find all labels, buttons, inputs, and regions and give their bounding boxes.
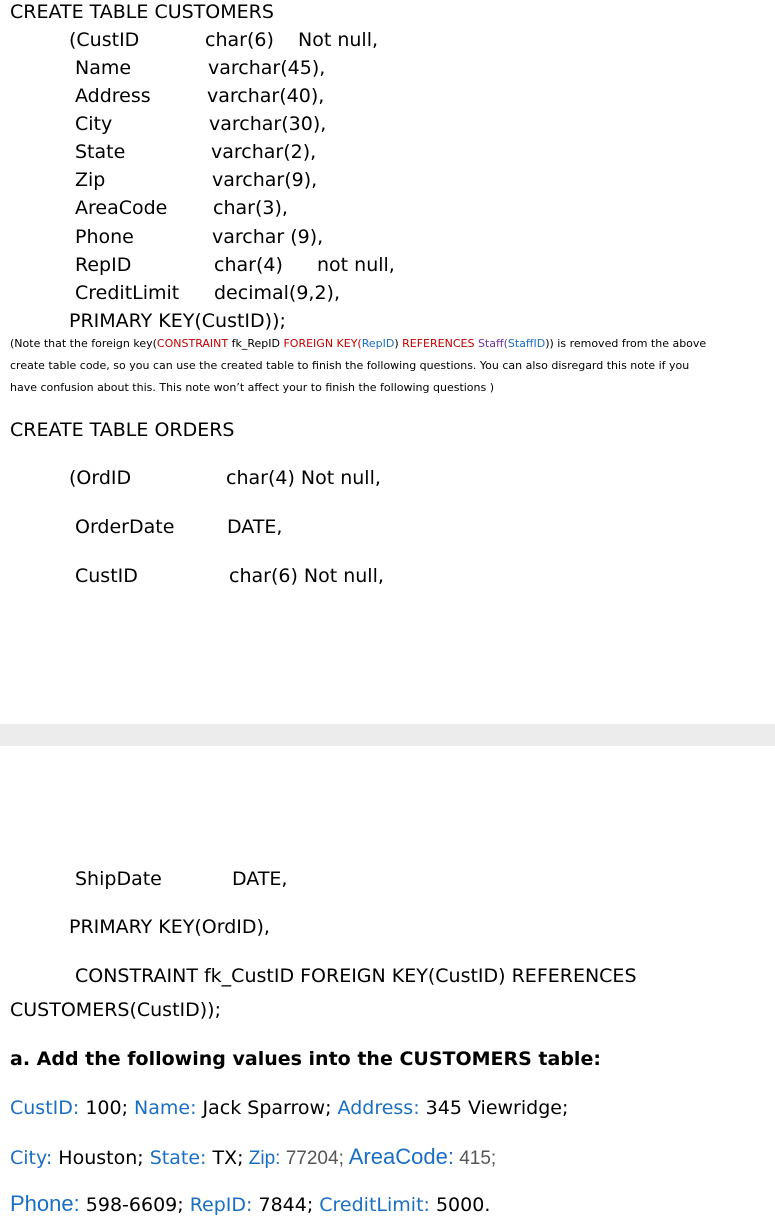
customers-col-name: (CustID xyxy=(69,29,140,51)
customers-col-type: decimal(9,2), xyxy=(214,282,340,304)
customers-col-type: varchar(30), xyxy=(209,113,327,135)
customers-col-name: AreaCode xyxy=(75,197,168,219)
question-values-line-3: Phone: 598-6609; RepID: 7844; CreditLimit: 5000. xyxy=(10,1191,491,1216)
customers-col-name: Zip xyxy=(75,169,106,191)
customers-col-type: char(6) xyxy=(205,29,274,51)
note-line-3: have confusion about this. This note won’t affect your to finish the following questions ) xyxy=(10,381,495,394)
orders-col-name: OrderDate xyxy=(75,516,175,538)
orders-col-name: CustID xyxy=(75,565,138,587)
customers-col-type: varchar (9), xyxy=(212,226,324,248)
customers-header: CREATE TABLE CUSTOMERS xyxy=(10,1,274,23)
customers-col-type: varchar(2), xyxy=(211,141,317,163)
page-break xyxy=(0,724,775,746)
customers-col-name: CreditLimit xyxy=(75,282,180,304)
orders-col-name: (OrdID xyxy=(69,467,132,489)
customers-col-name: RepID xyxy=(75,254,132,276)
question-values-line-2: City: Houston; State: TX; Zip: 77204; AreaCode: 415; xyxy=(10,1144,497,1169)
orders-col-type: char(4) Not null, xyxy=(226,467,381,489)
orders-col-type: DATE, xyxy=(232,868,288,890)
customers-col-type: char(3), xyxy=(213,197,288,219)
orders-foreign-key-line-2: CUSTOMERS(CustID)); xyxy=(10,999,221,1021)
customers-primary-key: PRIMARY KEY(CustID)); xyxy=(69,310,286,332)
customers-col-type: varchar(9), xyxy=(212,169,318,191)
customers-col-type: varchar(45), xyxy=(208,57,326,79)
customers-col-name: Phone xyxy=(75,226,134,248)
orders-col-type: DATE, xyxy=(227,516,283,538)
note-line-1: (Note that the foreign key(CONSTRAINT fk_RepID FOREIGN KEY(RepID) REFERENCES Staff(StaffID)) is removed from the above xyxy=(10,337,707,350)
orders-primary-key: PRIMARY KEY(OrdID), xyxy=(69,916,270,938)
customers-col-type: varchar(40), xyxy=(207,85,325,107)
note-line-2: create table code, so you can use the created table to finish the following questions. You can also disregard this note if you xyxy=(10,359,690,372)
customers-col-type: char(4) xyxy=(214,254,283,276)
customers-col-name: City xyxy=(75,113,113,135)
customers-col-name: Name xyxy=(75,57,132,79)
orders-header: CREATE TABLE ORDERS xyxy=(10,419,235,441)
question-values-line-1: CustID: 100; Name: Jack Sparrow; Address: 345 Viewridge; xyxy=(10,1097,569,1119)
customers-col-name: State xyxy=(75,141,126,163)
orders-col-type: char(6) Not null, xyxy=(229,565,384,587)
orders-foreign-key-line-1: CONSTRAINT fk_CustID FOREIGN KEY(CustID) REFERENCES xyxy=(75,965,637,987)
orders-col-name: ShipDate xyxy=(75,868,162,890)
customers-col-extra: Not null, xyxy=(298,29,379,51)
question-title: a. Add the following values into the CUSTOMERS table: xyxy=(10,1048,601,1070)
customers-col-name: Address xyxy=(75,85,151,107)
customers-col-extra: not null, xyxy=(317,254,395,276)
